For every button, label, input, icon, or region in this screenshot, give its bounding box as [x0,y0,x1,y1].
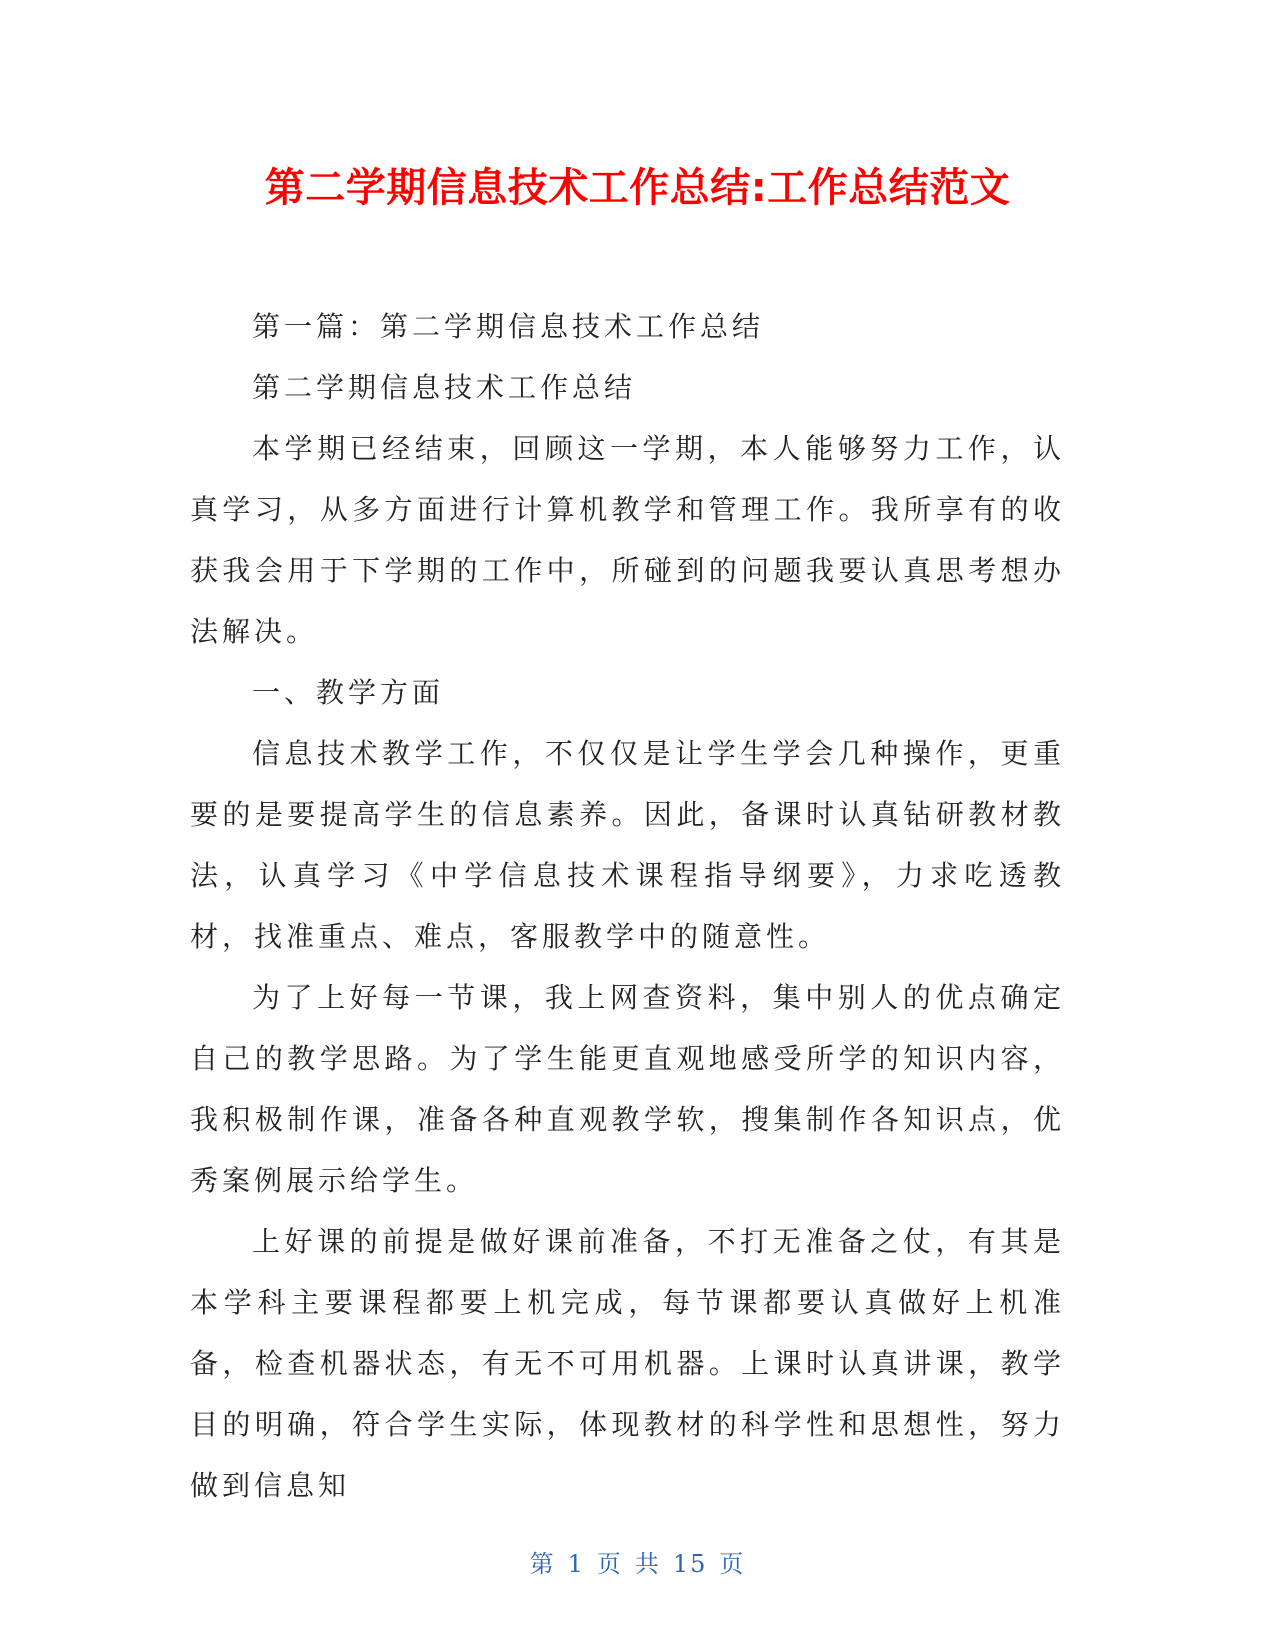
chapter-heading: 第一篇：第二学期信息技术工作总结 [252,310,765,343]
footer-page-word: 页 [596,1550,623,1578]
section-title: 第二学期信息技术工作总结 [252,371,637,404]
section-heading-teaching: 一、教学方面 [252,676,445,709]
footer-prefix: 第 [529,1550,556,1578]
paragraph-preparation: 为了上好每一节课，我上网查资料，集中别人的优点确定自己的教学思路。为了学生能更直观地感受所学的知识内容，我积极制作课，准备各种直观教学软，搜集制作各知识点，优秀案例展示给学生。 [190,981,1065,1197]
document-title: 第二学期信息技术工作总结:工作总结范文 [264,165,1011,211]
footer-suffix: 页 [719,1550,746,1578]
document-body [190,296,1065,1516]
paragraph-intro: 本学期已经结束，回顾这一学期，本人能够努力工作，认真学习，从多方面进行计算机教学和管理工作。我所享有的收获我会用于下学期的工作中，所碰到的问题我要认真思考想办法解决。 [190,432,1065,648]
paragraph-class-prep: 上好课的前提是做好课前准备，不打无准备之仗，有其是本学科主要课程都要上机完成，每节课都要认真做好上机准备，检查机器状态，有无不可用机器。上课时认真讲课，教学目的明确，符合学生实际，体现教材的科学性和思想性，努力做到信息知 [190,1225,1065,1502]
footer-current-page: 1 [567,1550,585,1578]
footer-total-pages: 15 [672,1550,708,1578]
paragraph-teaching: 信息技术教学工作，不仅仅是让学生学会几种操作，更重要的是要提高学生的信息素养。因此，备课时认真钻研教材教法，认真学习《中学信息技术课程指导纲要》，力求吃透教材，找准重点、难点，客服教学中的随意性。 [190,737,1065,953]
page-footer [0,1548,1275,1580]
footer-total-word: 共 [634,1550,661,1578]
